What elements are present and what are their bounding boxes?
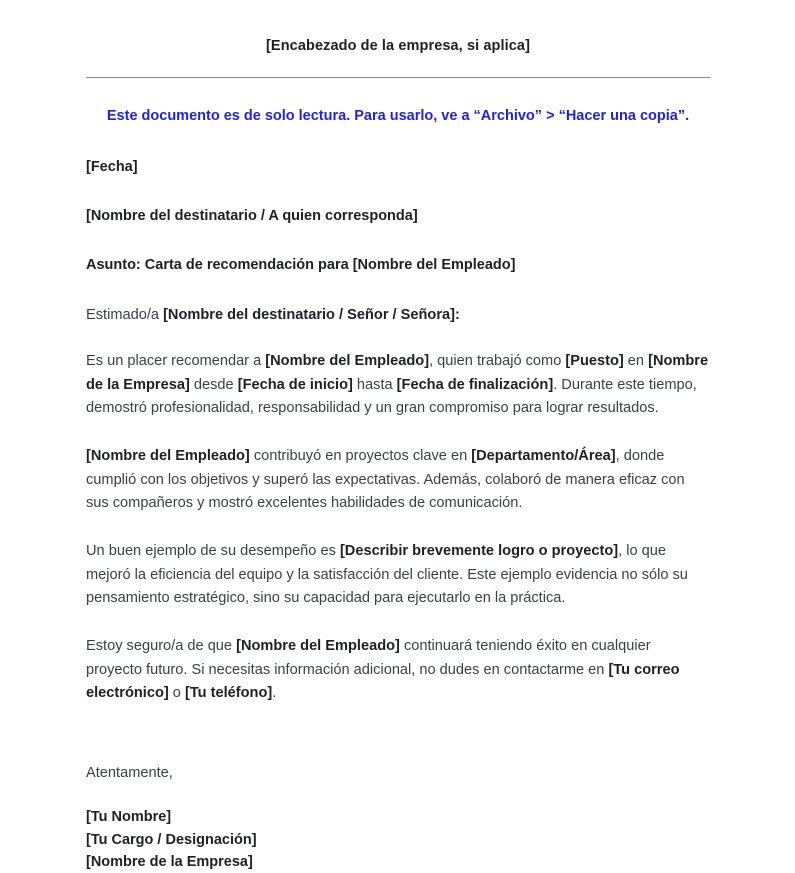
readonly-notice: Este documento es de solo lectura. Para usarlo, ve a “Archivo” > “Hacer una copia”. [106,108,690,125]
p1-text-5: hasta [352,376,397,393]
body-paragraph-4 [86,635,710,706]
body-paragraph-3 [86,540,710,611]
p4-placeholder-employee-name: [Nombre del Empleado] [236,637,400,654]
p4-text-4: . [272,685,277,702]
p1-text-4: desde [189,376,238,393]
signature-block [86,806,710,872]
document-content-column [86,0,710,873]
p1-placeholder-position: [Puesto] [565,353,624,370]
salutation-lead: Estimado/a [86,306,164,323]
p1-placeholder-end-date: [Fecha de finalización] [396,376,554,393]
p2-text-2: , donde cumplió con los objetivos y superó las expectativas. Además, colaboró de manera eficaz con sus compañeros y mostró excelentes habilidades de comunicación. [86,448,685,512]
p4-text-2: continuará teniendo éxito en cualquier proyecto futuro. Si necesitas información adicional, no dudes en contactarme en [86,637,651,678]
p3-text-2: , lo que mejoró la eficiencia del equipo y la satisfacción del cliente. Este ejemplo evidencia no sólo su pensamiento estratégico, sino su capacidad para ejecutarlo en la práctica. [86,543,688,607]
p1-placeholder-company: [Nombre de la Empresa] [86,353,709,393]
p3-placeholder-achievement: [Describir brevemente logro o proyecto] [339,543,619,560]
company-header: [Encabezado de la empresa, si aplica] [266,38,530,54]
p1-text-3: en [623,353,649,370]
closing-line: Atentamente, [86,764,173,781]
p4-text-1: Estoy seguro/a de que [86,637,237,654]
salutation-recipient: [Nombre del destinatario / Señor / Señora]: [163,306,460,323]
subject-line: Asunto: Carta de recomendación para [Nombre del Empleado] [86,256,516,273]
body-paragraph-2 [86,445,710,516]
signature-title: [Tu Cargo / Designación] [86,831,257,848]
p2-text-1: contribuyó en proyectos clave en [249,448,472,465]
p2-placeholder-department: [Departamento/Área] [471,448,616,465]
recipient-line: [Nombre del destinatario / A quien corresponda] [86,208,418,225]
p4-placeholder-phone: [Tu teléfono] [184,685,273,702]
salutation-line [86,304,710,327]
body-paragraph-1 [86,350,710,421]
p4-text-3: o [168,685,185,702]
p3-text-1: Un buen ejemplo de su desempeño es [86,543,340,560]
date-line: [Fecha] [86,159,138,176]
p2-placeholder-employee-name: [Nombre del Empleado] [86,448,250,465]
p1-text-6: . Durante este tiempo, demostró profesionalidad, responsabilidad y un gran compromiso para lograr resultados. [86,376,697,417]
header-divider [86,77,710,78]
p4-placeholder-email: [Tu correo electrónico] [86,661,680,702]
p1-text-2: , quien trabajó como [429,353,566,370]
p1-text-1: Es un placer recomendar a [86,353,266,370]
p1-placeholder-start-date: [Fecha de inicio] [237,376,353,393]
signature-name: [Tu Nombre] [86,809,172,826]
p1-placeholder-employee-name: [Nombre del Empleado] [265,353,430,370]
signature-company: [Nombre de la Empresa] [86,853,253,870]
